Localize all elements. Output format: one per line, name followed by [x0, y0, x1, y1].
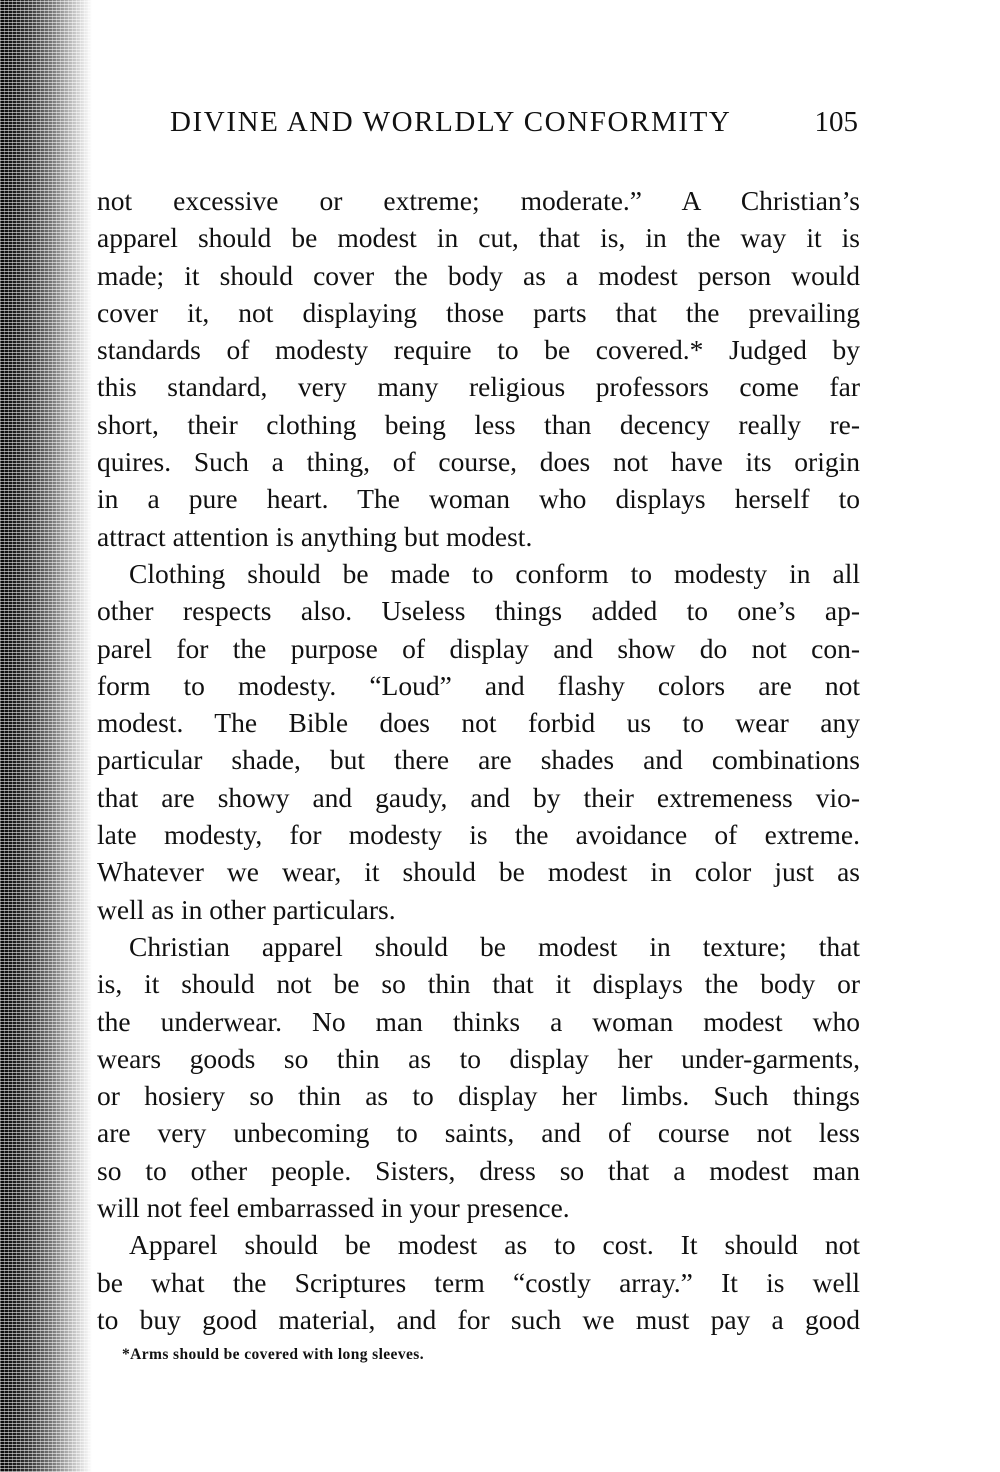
running-header [170, 106, 860, 146]
text-line: to buy good material, and for such we must pay a good [97, 1303, 860, 1335]
page-number: 105 [814, 106, 858, 138]
paragraph [97, 182, 860, 555]
text-line: modest. The Bible does not forbid us to wear any [97, 707, 860, 739]
chapter-title: DIVINE AND WORLDLY CONFORMITY [170, 106, 732, 138]
text-line: form to modesty. “Loud” and flashy colors are not [97, 669, 860, 701]
paragraph [97, 555, 860, 928]
text-line: other respects also. Useless things added to one’s ap- [97, 595, 860, 627]
text-line: Apparel should be modest as to cost. It should not [129, 1229, 860, 1261]
paragraph [97, 928, 860, 1226]
text-line: are very unbecoming to saints, and of course not less [97, 1117, 860, 1149]
text-line: in a pure heart. The woman who displays herself to [97, 483, 860, 515]
text-line: well as in other particulars. [97, 893, 396, 925]
text-line: not excessive or extreme; moderate.” A Christian’s [97, 185, 860, 216]
text-line: apparel should be modest in cut, that is, in the way it is [97, 222, 860, 254]
text-line: the underwear. No man thinks a woman modest who [97, 1005, 860, 1037]
text-line: will not feel embarrassed in your presence. [97, 1192, 570, 1224]
text-line: short, their clothing being less than decency really re- [97, 408, 860, 440]
text-line: cover it, not displaying those parts that the prevailing [97, 296, 860, 328]
text-line: quires. Such a thing, of course, does not have its origin [97, 446, 860, 478]
text-line: parel for the purpose of display and show do not con- [97, 632, 860, 664]
text-line: late modesty, for modesty is the avoidance of extreme. [97, 819, 860, 851]
text-line: this standard, very many religious professors come far [97, 371, 860, 403]
text-line: Whatever we wear, it should be modest in color just as [97, 856, 860, 888]
text-line: is, it should not be so thin that it displays the body or [97, 968, 860, 1000]
text-line: that are showy and gaudy, and by their extremeness vio- [97, 781, 860, 813]
text-line: standards of modesty require to be covered.* Judged by [97, 334, 860, 366]
paragraph [97, 1226, 860, 1338]
text-line: wears goods so thin as to display her under-garments, [97, 1042, 860, 1074]
text-line: made; it should cover the body as a modest person would [97, 259, 860, 291]
book-binding-edge [0, 0, 92, 1472]
text-line: be what the Scriptures term “costly array.” It is well [97, 1266, 860, 1298]
text-line: Christian apparel should be modest in texture; that [129, 930, 860, 962]
text-line: so to other people. Sisters, dress so that a modest man [97, 1154, 860, 1186]
text-line: particular shade, but there are shades and combinations [97, 744, 860, 776]
text-line: attract attention is anything but modest. [97, 520, 533, 552]
text-line: Clothing should be made to conform to modesty in all [129, 557, 860, 589]
body-text [97, 182, 860, 1338]
footnote: *Arms should be covered with long sleeves. [122, 1346, 424, 1363]
text-line: or hosiery so thin as to display her limbs. Such things [97, 1080, 860, 1112]
